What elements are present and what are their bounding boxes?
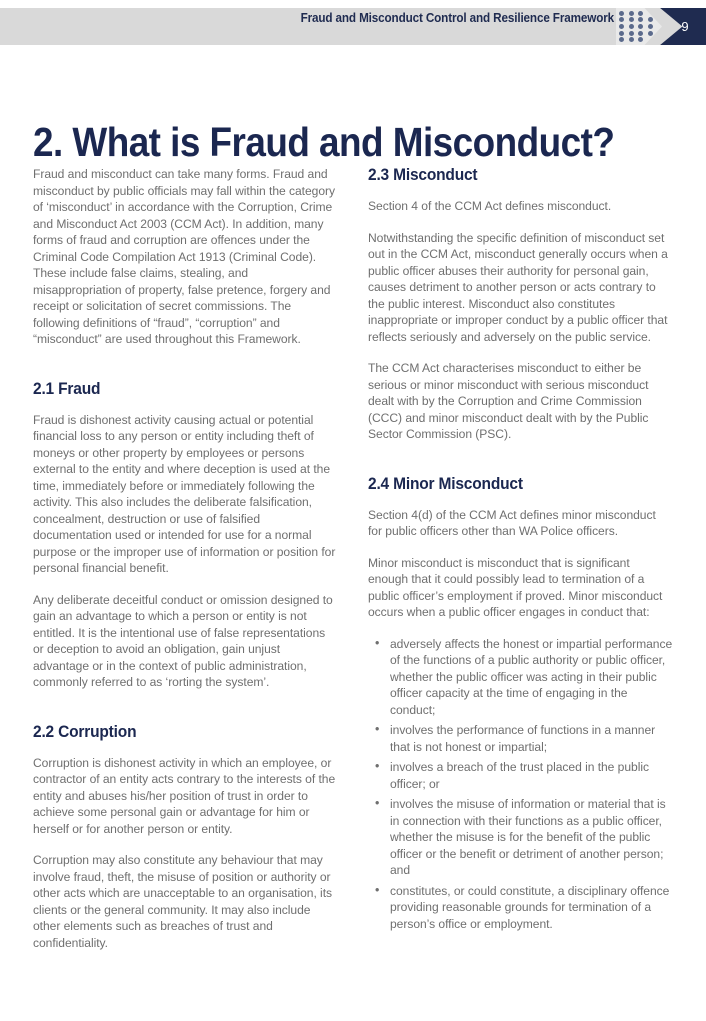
minor-misconduct-paragraph-1: Section 4(d) of the CCM Act defines minor misconduct for public officers other than WA Police officers.: [368, 507, 656, 538]
corruption-paragraph-1: Corruption is dishonest activity in which an employee, or contractor of an entity acts contrary to the interests of the entity and abuses his/her position of trust in order to achieve some personal gain or advantage for him or herself or for another person or entity.: [33, 755, 336, 836]
list-item: • involves a breach of the trust placed in the public officer; or: [390, 759, 673, 792]
heading-2-2-corruption: 2.2 Corruption: [33, 722, 137, 741]
body-columns: [33, 166, 673, 951]
list-item: • involves the misuse of information or material that is in connection with their functions as a public officer, whether the misuse is for the benefit of the public officer or the benefit or detriment of another person; and: [390, 796, 673, 879]
corruption-paragraph-2: Corruption may also constitute any behaviour that may involve fraud, theft, the misuse of position or authority or other acts which are unacceptable to an organisation, its clients or the general community. It may also include other elements such as breaches of trust and confidentiality.: [33, 853, 333, 950]
heading-2-4-minor-misconduct: 2.4 Minor Misconduct: [368, 474, 523, 493]
misconduct-paragraph-2: Notwithstanding the specific definition of misconduct set out in the CCM Act, misconduct generally occurs when a public officer abuses their authority for personal gain, causes detriment to another person or acts contrary to the public interest. Misconduct also constitutes inappropriate or improper conduct by a public officer that reflects seriously and adversely on the public service.: [368, 230, 668, 344]
intro-paragraph: Fraud and misconduct can take many forms. Fraud and misconduct by public officials may fall within the category of ‘misconduct’ in accordance with the Corruption, Crime and Misconduct Act 2003 (CCM Act). In addition, many forms of fraud and corruption are offences under the Criminal Code Compilation Act 1913 (Criminal Code). These include false claims, stealing, and misappropriation of property, false pretence, forgery and receipt or solicitation of secret commissions. The following definitions of “fraud”, “corruption” and “misconduct” are used throughout this Framework.: [33, 167, 335, 346]
minor-misconduct-paragraph-2: Minor misconduct is misconduct that is significant enough that it could possibly lead to termination of a public officer’s employment if proved. Minor misconduct occurs when a public officer engages in conduct that:: [368, 555, 663, 619]
misconduct-paragraph-3: The CCM Act characterises misconduct to either be serious or minor misconduct with serious misconduct dealt with by the Corruption and Crime Commission (CCC) and minor misconduct dealt with by the Public Sector Commission (PSC).: [368, 361, 649, 441]
running-header-title: Fraud and Misconduct Control and Resilience Framework: [300, 11, 614, 25]
list-item: • involves the performance of functions in a manner that is not honest or impartial;: [390, 722, 673, 755]
heading-2-3-misconduct: 2.3 Misconduct: [368, 166, 478, 184]
spacer: [33, 706, 338, 723]
page-title: 2. What is Fraud and Misconduct?: [33, 119, 615, 166]
heading-2-1-fraud: 2.1 Fraud: [33, 379, 101, 398]
list-item: • constitutes, or could constitute, a disciplinary offence providing reasonable grounds for termination of a person’s office or employment.: [390, 883, 673, 933]
left-column: [33, 166, 338, 951]
spacer: [368, 458, 673, 475]
fraud-paragraph-2: Any deliberate deceitful conduct or omission designed to gain an advantage to which a person or entity is not entitled. It is the intentional use of false representations or deception to avoid an obligation, gain unjust advantage or in the context of public administration, commonly referred to as ‘rorting the system’.: [33, 592, 333, 689]
spacer: [33, 363, 338, 380]
header-dot-pattern-icon: [614, 8, 658, 45]
fraud-paragraph-1: Fraud is dishonest activity causing actual or potential financial loss to any person or entity including theft of moneys or other property by employees or persons external to the entity and where deception is used at the time, immediately before or immediately following the activity. This also includes the deliberate falsification, concealment, destruction or use of falsified documentation used or intended for use for a normal purpose or the improper use of information or position for personal financial benefit.: [33, 412, 336, 575]
minor-misconduct-bullet-list: [368, 636, 673, 933]
right-column: [368, 166, 673, 951]
page-number: 9: [681, 19, 689, 34]
list-item: • adversely affects the honest or impartial performance of the functions of a public authority or public officer, whether the public officer was acting in their public officer capacity at the time of engaging in the conduct;: [390, 636, 673, 719]
misconduct-paragraph-1: Section 4 of the CCM Act defines misconduct.: [368, 199, 612, 213]
